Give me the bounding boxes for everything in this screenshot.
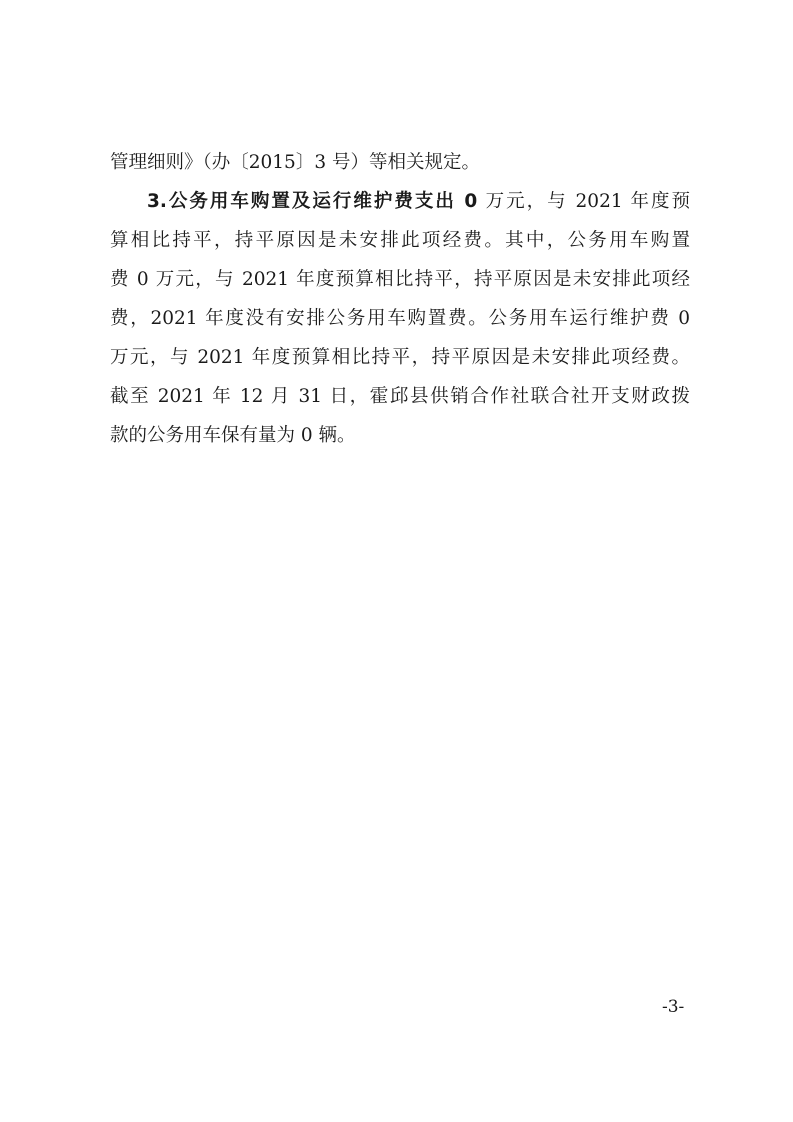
paragraph-line-2 — [147, 187, 690, 217]
paragraph-line-3: 算相比持平，持平原因是未安排此项经费。其中，公务用车购置 — [110, 230, 690, 251]
paragraph-line-7: 截至 2021 年 12 月 31 日，霍邱县供销合作社联合社开支财政拨 — [110, 386, 690, 407]
section-heading-continuation: 万元，与 2021 年度预 — [485, 191, 690, 212]
paragraph-line-6: 万元，与 2021 年度预算相比持平，持平原因是未安排此项经费。 — [110, 347, 690, 368]
page-number: -3- — [662, 997, 685, 1017]
paragraph-line-1: 管理细则》（办〔2015〕3 号）等相关规定。 — [110, 152, 480, 173]
paragraph-line-4: 费 0 万元，与 2021 年度预算相比持平，持平原因是未安排此项经 — [110, 269, 690, 290]
paragraph-line-8: 款的公务用车保有量为 0 辆。 — [110, 425, 356, 446]
section-heading: 3.公务用车购置及运行维护费支出 0 — [147, 191, 486, 212]
paragraph-line-5: 费，2021 年度没有安排公务用车购置费。公务用车运行维护费 0 — [110, 308, 690, 329]
